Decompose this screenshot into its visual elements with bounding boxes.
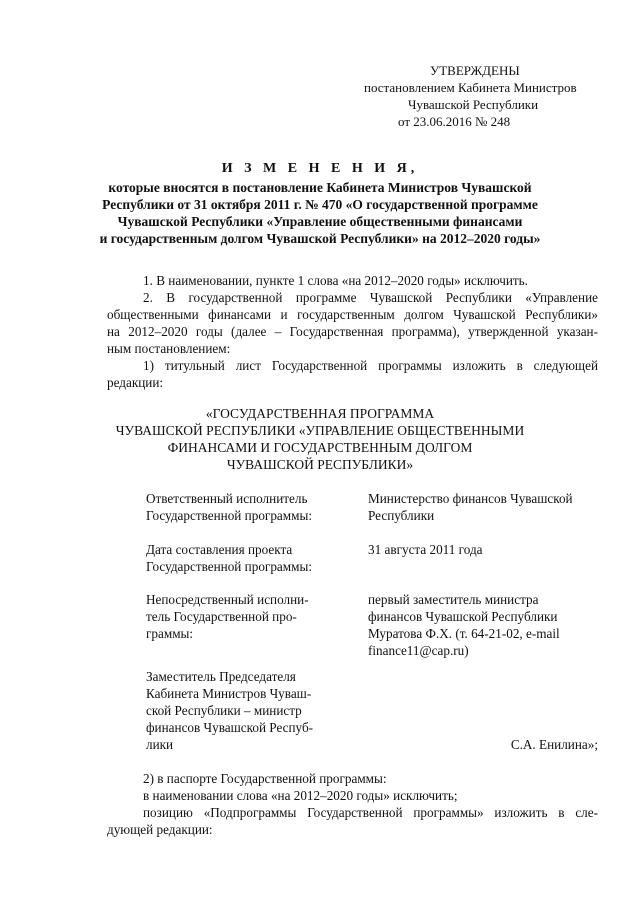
closing-text bbox=[107, 770, 598, 838]
approval-line: Чувашской Республики bbox=[408, 97, 539, 112]
field-value-line: Министерство финансов Чувашской bbox=[368, 491, 573, 506]
field-label-line: Дата составления проекта bbox=[146, 542, 293, 557]
closing-line: позицию «Подпрограммы Государственной программы» изложить в сле- bbox=[143, 805, 598, 820]
paragraph-2-line: 2. В государственной программе Чувашской Республики «Управление bbox=[143, 290, 598, 305]
program-title-line: ФИНАНСАМИ И ГОСУДАРСТВЕННЫМ ДОЛГОМ bbox=[167, 440, 473, 455]
approval-block bbox=[360, 62, 600, 130]
paragraph-1: 1. В наименовании, пункте 1 слова «на 2012–2020 годы» исключить. bbox=[143, 273, 528, 288]
heading-subtitle-line: Республики от 31 октября 2011 г. № 470 «О государственной программе bbox=[102, 197, 538, 212]
approval-line: постановлением Кабинета Министров bbox=[364, 80, 577, 95]
field-label bbox=[146, 541, 336, 575]
heading-subtitle-line: и государственным долгом Чувашской Республики» на 2012–2020 годы» bbox=[99, 231, 541, 246]
field-label bbox=[146, 668, 336, 753]
heading-subtitle-line: которые вносятся в постановление Кабинета Министров Чувашской bbox=[108, 180, 532, 195]
paragraph-3-line: 1) титульный лист Государственной программы изложить в следующей bbox=[143, 358, 598, 373]
field-value bbox=[368, 541, 598, 558]
approval-line: УТВЕРЖДЕНЫ bbox=[430, 63, 520, 78]
program-title bbox=[80, 405, 560, 473]
closing-line: дующей редакции: bbox=[107, 822, 213, 837]
field-value-line: Республики bbox=[368, 508, 435, 523]
field-value-line: Муратова Ф.Х. (т. 64-21-02, e-mail bbox=[368, 626, 560, 641]
program-title-line: «ГОСУДАРСТВЕННАЯ ПРОГРАММА bbox=[205, 406, 435, 421]
field-value bbox=[368, 490, 598, 524]
field-label bbox=[146, 490, 336, 524]
field-label-line: Государственной программы: bbox=[146, 559, 312, 574]
field-value-line: финансов Чувашской Республики bbox=[368, 609, 558, 624]
field-label-line: Ответственный исполнитель bbox=[146, 491, 308, 506]
paragraph-2-line: на 2012–2020 годы (далее – Государственная программа), утвержденной указан- bbox=[107, 324, 598, 339]
body-text bbox=[107, 272, 598, 391]
closing-line: 2) в паспорте Государственной программы: bbox=[143, 771, 387, 786]
program-title-line: ЧУВАШСКОЙ РЕСПУБЛИКИ» bbox=[226, 457, 414, 472]
field-label-line: тель Государственной про- bbox=[146, 609, 297, 624]
field-value bbox=[368, 591, 598, 659]
field-label-line: граммы: bbox=[146, 626, 194, 641]
field-label-line: Непосредственный исполни- bbox=[146, 592, 309, 607]
field-label-line: Кабинета Министров Чуваш- bbox=[146, 686, 312, 701]
field-value-line: первый заместитель министра bbox=[368, 592, 539, 607]
field-label-line: Государственной программы: bbox=[146, 508, 312, 523]
field-label-line: Заместитель Председателя bbox=[146, 669, 296, 684]
heading-subtitle-line: Чувашской Республики «Управление общественными финансами bbox=[117, 214, 523, 229]
paragraph-2-line: общественными финансами и государственным долгом Чувашской Республики» bbox=[107, 307, 598, 322]
paragraph-3-line: редакции: bbox=[107, 375, 164, 390]
program-title-line: ЧУВАШСКОЙ РЕСПУБЛИКИ «УПРАВЛЕНИЕ ОБЩЕСТВЕННЫМИ bbox=[115, 423, 525, 438]
field-label-line: финансов Чувашской Респуб- bbox=[146, 720, 314, 735]
signature-name: С.А. Енилина»; bbox=[510, 737, 598, 752]
field-label-line: ской Республики – министр bbox=[146, 703, 302, 718]
field-label bbox=[146, 591, 336, 642]
field-value-line: 31 августа 2011 года bbox=[368, 542, 483, 557]
field-label-line: лики bbox=[146, 737, 174, 752]
document-heading bbox=[80, 160, 560, 247]
field-value-line: finance11@cap.ru) bbox=[368, 643, 469, 658]
paragraph-2-line: ным постановлением: bbox=[107, 341, 231, 356]
closing-line: в наименовании слова «на 2012–2020 годы» исключить; bbox=[143, 788, 458, 803]
approval-line: от 23.06.2016 № 248 bbox=[398, 114, 511, 129]
heading-title: И З М Е Н Е Н И Я, bbox=[221, 161, 419, 176]
